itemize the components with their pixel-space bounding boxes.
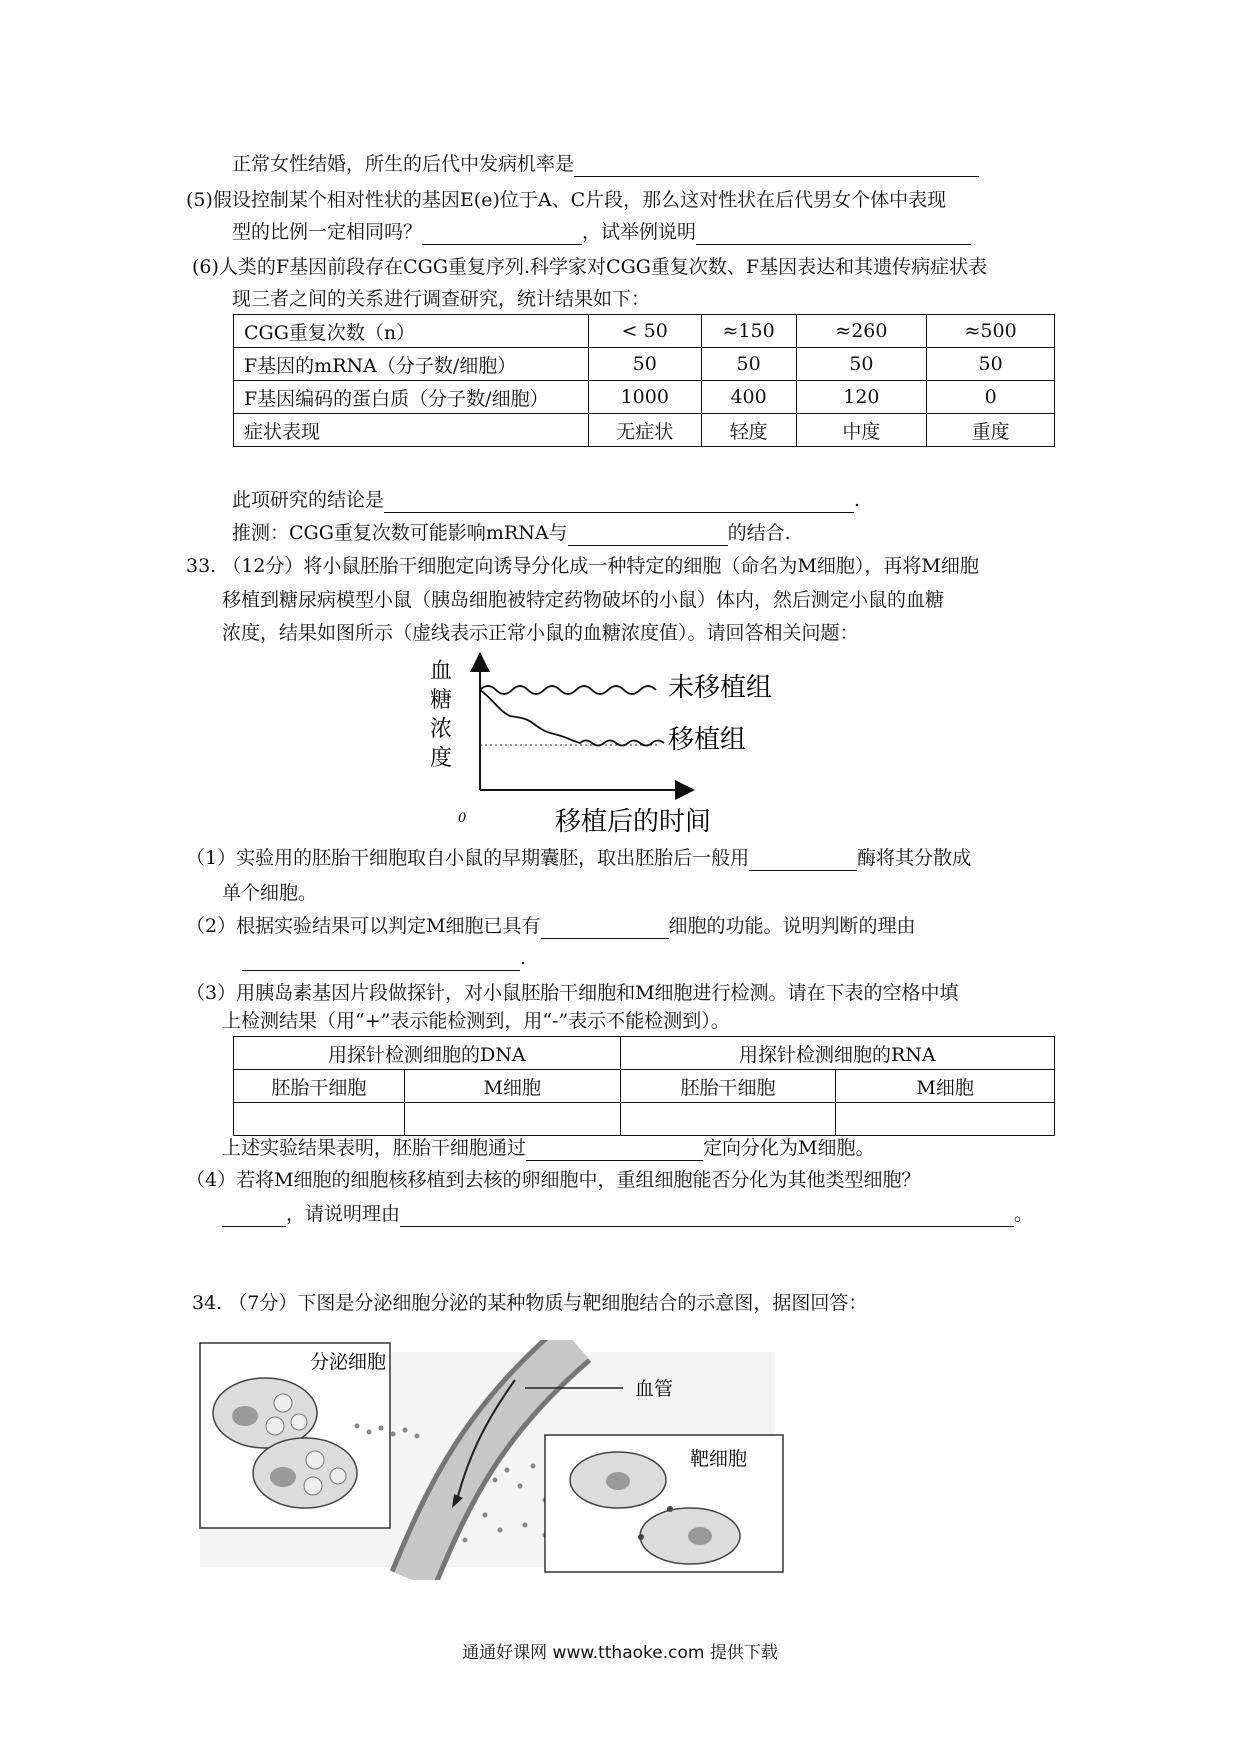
q33-p3a: （3）用胰岛素基因片段做探针，对小鼠胚胎干细胞和M细胞进行检测。请在下表的空格中填 (186, 982, 959, 1004)
q34-line1: 34. （7分）下图是分泌细胞分泌的某种物质与靶细胞结合的示意图，据图回答： (192, 1292, 868, 1314)
q5-line2: 型的比例一定相同吗？ ，试举例说明 (232, 219, 971, 245)
table-cell: ≈260 (796, 315, 927, 348)
q33-p3b: 上检测结果（用“+”表示能检测到，用“-”表示不能检测到）。 (222, 1010, 730, 1032)
q32-line1: 正常女性结婚，所生的后代中发病机率是 (232, 151, 979, 177)
table-cell: F基因的mRNA（分子数/细胞） (234, 348, 589, 381)
q33-p4a: （4）若将M细胞的细胞核移植到去核的卵细胞中，重组细胞能否分化为其他类型细胞？ (186, 1169, 921, 1191)
answer-cell[interactable] (234, 1103, 405, 1136)
table-header-cell: 用探针检测细胞的DNA (234, 1037, 621, 1070)
answer-blank[interactable] (749, 850, 857, 871)
q33-p1c: 单个细胞。 (222, 882, 318, 904)
vesicle (330, 1468, 346, 1484)
table-cell: < 50 (588, 315, 701, 348)
table-cell: 无症状 (588, 414, 701, 447)
table-cell: 50 (927, 348, 1055, 381)
answer-blank[interactable] (696, 224, 971, 245)
ylabel-char: 度 (430, 746, 453, 771)
q33-line3: 浓度，结果如图所示（虚线表示正常小鼠的血糖浓度值）。请回答相关问题： (222, 622, 859, 644)
label-secretory-cell: 分泌细胞 (310, 1351, 387, 1373)
answer-blank[interactable] (574, 156, 979, 177)
table-cell: F基因编码的蛋白质（分子数/细胞） (234, 381, 589, 414)
answer-blank[interactable] (222, 1206, 286, 1227)
footer: 通通好课网 www.tthaoke.com 提供下载 (462, 1643, 778, 1663)
q33-p4b: ，请说明理由 。 (222, 1201, 1033, 1227)
answer-blank[interactable] (422, 224, 582, 245)
table-cell: 1000 (588, 381, 701, 414)
q33-p3c: 上述实验结果表明，胚胎干细胞通过 定向分化为M细胞。 (222, 1137, 875, 1159)
answer-blank[interactable] (568, 525, 728, 546)
table-cell: 120 (796, 381, 927, 414)
answer-blank[interactable] (526, 1140, 703, 1161)
table-cell: 50 (701, 348, 796, 381)
nucleus (606, 1472, 630, 1490)
label-target-cell: 靶细胞 (690, 1448, 748, 1470)
answer-cell[interactable] (404, 1103, 620, 1136)
ylabel-char: 血 (430, 659, 453, 684)
vesicle (274, 1394, 292, 1412)
vesicle (306, 1451, 324, 1469)
blood-glucose-chart (430, 650, 820, 835)
table-cell: 0 (927, 381, 1055, 414)
receptor (638, 1534, 644, 1540)
table-cell: 症状表现 (234, 414, 589, 447)
secretion-diagram (195, 1340, 795, 1580)
table-header-cell: 胚胎干细胞 (234, 1070, 405, 1103)
answer-cell[interactable] (620, 1103, 836, 1136)
conclusion-line: 此项研究的结论是 . (232, 489, 861, 511)
ylabel-char: 糖 (430, 688, 453, 713)
table-cell: 400 (701, 381, 796, 414)
table-row (234, 1070, 1055, 1103)
table-cell: 50 (796, 348, 927, 381)
table-cell: ≈500 (927, 315, 1055, 348)
vesicle (291, 1414, 307, 1430)
table-row (234, 1037, 1055, 1070)
answer-blank[interactable] (384, 492, 854, 513)
table-cell: 轻度 (701, 414, 796, 447)
xlabel: 移植后的时间 (555, 807, 712, 835)
table-header-cell: M细胞 (836, 1070, 1055, 1103)
answer-cell[interactable] (836, 1103, 1055, 1136)
table-cell: ≈150 (701, 315, 796, 348)
q33-p2-blank-line: . (242, 945, 526, 971)
table-row (234, 315, 1055, 348)
q5-line1: (5)假设控制某个相对性状的基因E(e)位于A、C片段，那么这对性状在后代男女个体中表现 (186, 189, 947, 211)
vesicle (266, 1417, 284, 1435)
receptor (667, 1506, 673, 1512)
table-row (234, 381, 1055, 414)
table-cell: 50 (588, 348, 701, 381)
table-cell: 中度 (796, 414, 927, 447)
q33-p2: （2）根据实验结果可以判定M细胞已具有 细胞的功能。说明判断的理由 (186, 915, 916, 937)
table-header-cell: 用探针检测细胞的RNA (620, 1037, 1054, 1070)
ylabel-char: 浓 (430, 717, 453, 742)
table-row (234, 348, 1055, 381)
table-row (234, 414, 1055, 447)
table-header-cell: M细胞 (404, 1070, 620, 1103)
q6-line2: 现三者之间的关系进行调查研究，统计结果如下： (232, 288, 651, 310)
label-blood-vessel: 血管 (635, 1378, 674, 1400)
vesicle (304, 1477, 322, 1495)
table-cell: CGG重复次数（n） (234, 315, 589, 348)
series-line-untransplanted (480, 686, 656, 694)
q33-p1: （1）实验用的胚胎干细胞取自小鼠的早期囊胚，取出胚胎后一般用 酶将其分散成 (186, 847, 972, 869)
q6-line1: (6)人类的F基因前段存在CGG重复序列.科学家对CGG重复次数、F基因表达和其遗传病症状表 (192, 256, 988, 278)
series-label-untransplanted: 未移植组 (668, 673, 773, 703)
origin-label: 0 (458, 811, 467, 826)
nucleus (270, 1467, 296, 1487)
table-row (234, 1103, 1055, 1136)
table-cell: 重度 (927, 414, 1055, 447)
nucleus (232, 1406, 258, 1426)
probe-table (233, 1036, 1055, 1136)
guess-line: 推测：CGG重复次数可能影响mRNA与 的结合. (232, 522, 791, 544)
series-label-transplanted: 移植组 (668, 725, 747, 755)
table-header-cell: 胚胎干细胞 (620, 1070, 836, 1103)
answer-blank[interactable] (400, 1206, 1014, 1227)
nucleus (688, 1527, 712, 1545)
answer-blank[interactable] (242, 950, 520, 971)
q33-line2: 移植到糖尿病模型小鼠（胰岛细胞被特定药物破坏的小鼠）体内，然后测定小鼠的血糖 (222, 589, 945, 611)
series-line-transplanted (480, 690, 664, 746)
answer-blank[interactable] (541, 918, 669, 939)
cgg-table (233, 314, 1055, 447)
q33-line1: 33. （12分）将小鼠胚胎干细胞定向诱导分化成一种特定的细胞（命名为M细胞），再将M细胞 (186, 555, 979, 577)
